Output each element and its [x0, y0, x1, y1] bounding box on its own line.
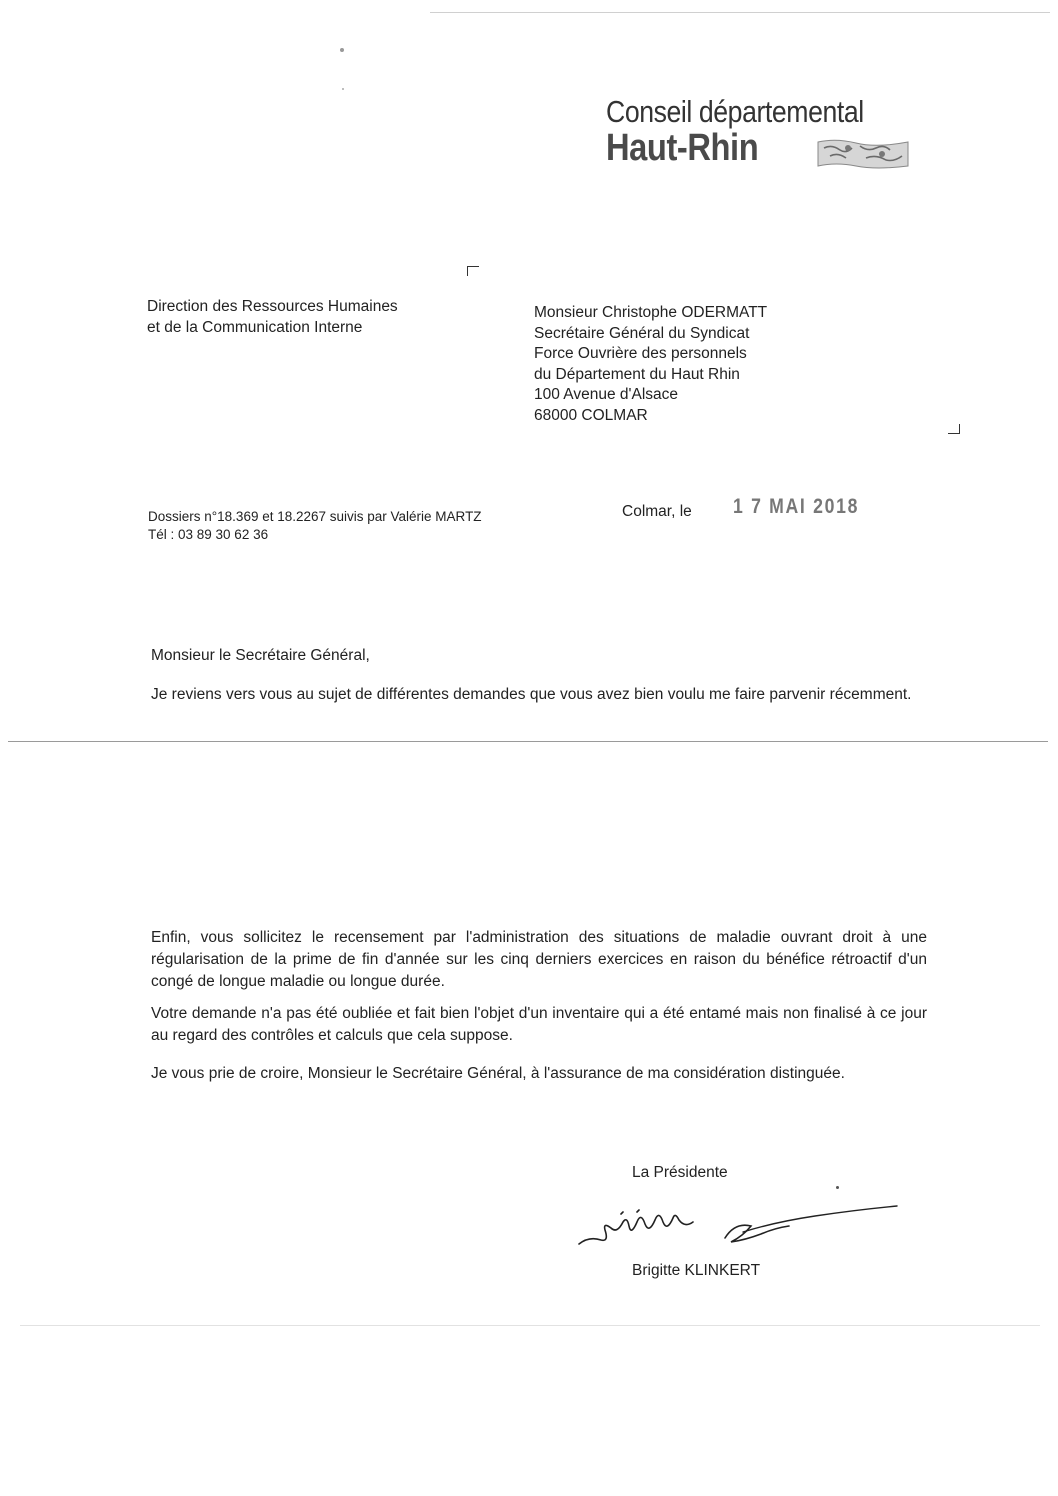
letterhead-logo [606, 94, 906, 170]
logo-title: Conseil départemental [606, 94, 864, 129]
recipient-line: Secrétaire Général du Syndicat [534, 324, 750, 342]
salutation: Monsieur le Secrétaire Général, [151, 647, 370, 664]
sender-line: Direction des Ressources Humaines [147, 298, 398, 315]
scan-edge [430, 12, 1050, 13]
phone-number: Tél : 03 89 30 62 36 [148, 527, 269, 542]
scan-speck [836, 1186, 839, 1189]
signatory-title: La Présidente [632, 1164, 728, 1181]
logo-region: Haut-Rhin [606, 127, 759, 169]
sender-line: et de la Communication Interne [147, 319, 363, 336]
sender-department [147, 296, 398, 338]
paragraph: Votre demande n'a pas été oubliée et fait bien l'objet d'un inventaire qui a été entamé mais non finalisé à ce jour au regard des contrôles et calculs que cela suppose. [151, 1005, 927, 1044]
fold-line [20, 1325, 1040, 1326]
coat-of-arms-icon [816, 136, 912, 170]
address-window-corner [948, 424, 960, 434]
recipient-address [534, 303, 767, 426]
closing-paragraph: Je vous prie de croire, Monsieur le Secrétaire Général, à l'assurance de ma considération distinguée. [151, 1065, 845, 1082]
reference-block [148, 508, 482, 544]
paragraph: Je reviens vers vous au sujet de différentes demandes que vous avez bien voulu me faire parvenir récemment. [151, 686, 912, 703]
recipient-name: Monsieur Christophe ODERMATT [534, 304, 768, 321]
date-place: Colmar, le [622, 503, 692, 520]
date-stamp: 1 7 MAI 2018 [733, 495, 860, 518]
signatory-name: Brigitte KLINKERT [632, 1262, 761, 1279]
scan-speck [340, 48, 344, 52]
dossier-reference: Dossiers n°18.369 et 18.2267 suivis par Valérie MARTZ [148, 509, 482, 524]
recipient-line: du Département du Haut Rhin [534, 365, 740, 383]
paragraph: Enfin, vous sollicitez le recensement par l'administration des situations de maladie ouvrant droit à une régularisation de la prime de fin d'année sur les cinq derniers exercices en raison du bénéfice rétroactif d'un congé de longue maladie ou longue durée. [151, 929, 927, 990]
fold-line [8, 741, 1048, 742]
recipient-city: 68000 COLMAR [534, 406, 648, 424]
recipient-line: Force Ouvrière des personnels [534, 345, 747, 362]
recipient-street: 100 Avenue d'Alsace [534, 386, 679, 403]
handwritten-signature [575, 1192, 905, 1262]
address-window-corner [467, 266, 479, 276]
scan-speck [342, 88, 344, 90]
